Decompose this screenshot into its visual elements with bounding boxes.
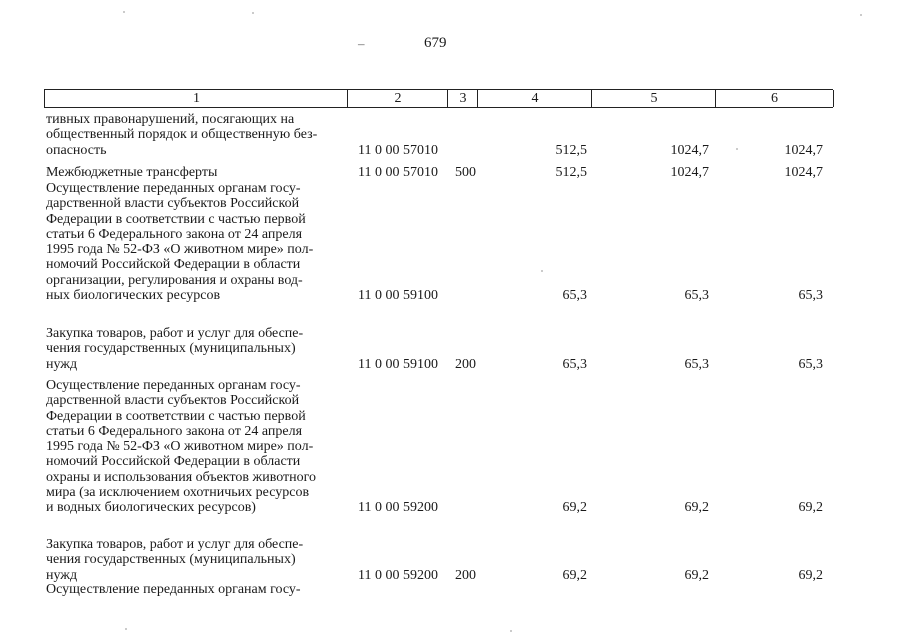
- scan-speck: [541, 270, 543, 272]
- row-value-col4: 512,5: [555, 165, 587, 180]
- description-line: Осуществление переданных органам госу-: [46, 582, 301, 597]
- row-value-col5: 1024,7: [670, 165, 709, 180]
- header-col-6: 6: [715, 90, 834, 107]
- row-value-col4: 65,3: [562, 356, 587, 372]
- page-mark: –: [358, 36, 365, 51]
- description-line: и водных биологических ресурсов): [46, 500, 256, 516]
- row-value-col6: 65,3: [798, 356, 823, 372]
- row-value-col4: 69,2: [562, 500, 587, 516]
- scan-speck: [252, 12, 254, 14]
- scan-speck: [123, 11, 125, 13]
- row-code: 11 0 00 59100: [358, 288, 438, 304]
- row-expense-type: 500: [455, 165, 476, 180]
- description-line: статьи 6 Федерального закона от 24 апреля: [46, 226, 303, 242]
- description-line: дарственной власти субъектов Российской: [46, 196, 300, 212]
- row-code: 11 0 00 57010: [358, 142, 438, 158]
- description-line: тивных правонарушений, посягающих на: [46, 112, 295, 127]
- row-description: [46, 165, 345, 180]
- description-line: мира (за исключением охотничьих ресурсов: [46, 485, 310, 501]
- row-value-col4: 69,2: [562, 567, 587, 583]
- row-expense-type: 200: [455, 356, 476, 372]
- scan-speck: [736, 148, 738, 150]
- row-description: [46, 582, 345, 597]
- row-code: 11 0 00 59200: [358, 500, 438, 516]
- description-line: охраны и использования объектов животного: [46, 469, 317, 485]
- description-line: нужд: [46, 567, 78, 583]
- row-description: [46, 326, 345, 372]
- row-code: 11 0 00 57010: [358, 165, 438, 180]
- description-line: дарственной власти субъектов Российской: [46, 393, 300, 409]
- row-code: 11 0 00 59100: [358, 356, 438, 372]
- header-col-2: 2: [347, 90, 448, 107]
- description-line: 1995 года № 52-ФЗ «О животном мире» пол-: [46, 242, 314, 258]
- description-line: Закупка товаров, работ и услуг для обеспе-: [46, 537, 304, 552]
- description-line: ных биологических ресурсов: [46, 288, 221, 304]
- header-col-5: 5: [591, 90, 716, 107]
- row-code: 11 0 00 59200: [358, 567, 438, 583]
- row-value-col5: 65,3: [684, 356, 709, 372]
- row-value-col5: 69,2: [684, 500, 709, 516]
- row-value-col5: 1024,7: [670, 142, 709, 158]
- header-col-1: 1: [44, 90, 348, 107]
- description-line: Федерации в соответствии с частью первой: [46, 408, 306, 424]
- description-line: чения государственных (муниципальных): [46, 341, 296, 357]
- header-col-4: 4: [477, 90, 592, 107]
- description-line: статьи 6 Федерального закона от 24 апреля: [46, 423, 303, 439]
- header-col-3: 3: [447, 90, 478, 107]
- row-description: [46, 112, 345, 158]
- row-description: [46, 537, 345, 583]
- description-line: номочий Российской Федерации в области: [46, 257, 301, 273]
- description-line: номочий Российской Федерации в области: [46, 454, 301, 470]
- description-line: опасность: [46, 142, 107, 158]
- description-line: Осуществление переданных органам госу-: [46, 181, 301, 196]
- row-description: [46, 181, 345, 303]
- description-line: организации, регулирования и охраны вод-: [46, 272, 303, 288]
- row-value-col6: 69,2: [798, 567, 823, 583]
- row-value-col5: 65,3: [684, 288, 709, 304]
- description-line: Осуществление переданных органам госу-: [46, 378, 301, 393]
- description-line: Федерации в соответствии с частью первой: [46, 211, 306, 227]
- row-value-col4: 512,5: [555, 142, 587, 158]
- description-line: чения государственных (муниципальных): [46, 552, 296, 568]
- row-description: [46, 378, 345, 516]
- description-line: 1995 года № 52-ФЗ «О животном мире» пол-: [46, 439, 314, 455]
- row-value-col6: 1024,7: [784, 165, 823, 180]
- row-expense-type: 200: [455, 567, 476, 583]
- description-line: Межбюджетные трансферты: [46, 165, 218, 180]
- scan-speck: [510, 630, 512, 632]
- row-value-col5: 69,2: [684, 567, 709, 583]
- row-value-col6: 65,3: [798, 288, 823, 304]
- table-header: [44, 89, 833, 108]
- row-value-col6: 69,2: [798, 500, 823, 516]
- description-line: общественный порядок и общественную без-: [46, 127, 318, 143]
- row-value-col4: 65,3: [562, 288, 587, 304]
- description-line: Закупка товаров, работ и услуг для обеспе-: [46, 326, 304, 341]
- scan-speck: [125, 628, 127, 630]
- row-value-col6: 1024,7: [784, 142, 823, 158]
- page-number: 679: [424, 35, 447, 51]
- scan-speck: [860, 14, 862, 16]
- description-line: нужд: [46, 356, 78, 372]
